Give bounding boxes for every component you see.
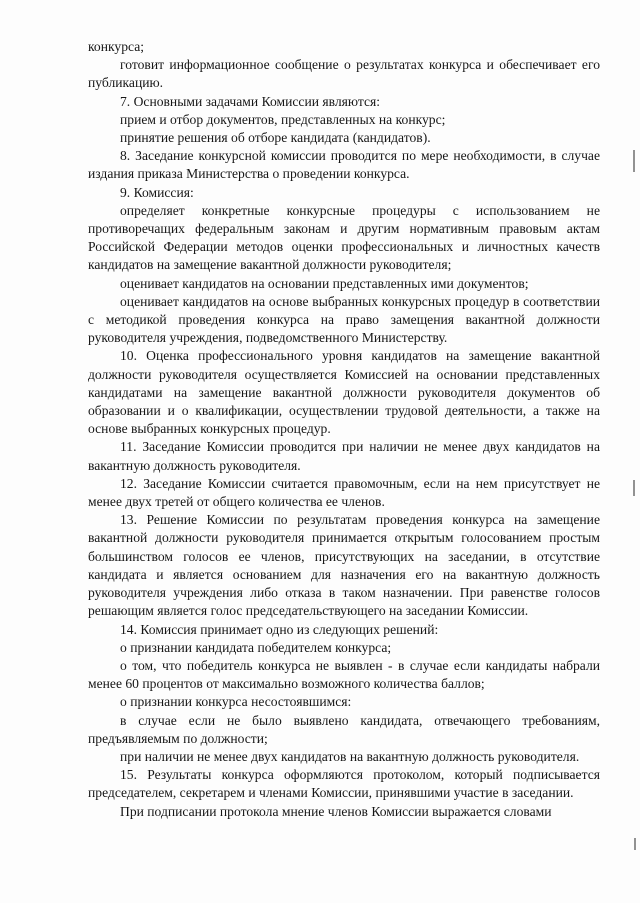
paragraph-item-14-failed-two-candidates: при наличии не менее двух кандидатов на вакантную должность руководителя. — [120, 748, 580, 764]
paragraph-item-14-no-winner: о том, что победитель конкурса не выявлен - в случае если кандидаты набрали менее 60 процентов от максимально возможного количества баллов; — [88, 657, 600, 692]
paragraph-item-14-failed-no-candidate: в случае если не было выявлено кандидата, отвечающего требованиям, предъявляемым по должности; — [88, 712, 600, 746]
paragraph-item-7-task-reception: прием и отбор документов, представленных на конкурс; — [120, 111, 446, 127]
paragraph-item-13: 13. Решение Комиссии по результатам проведения конкурса на замещение вакантной должности руководителя принимается открытым голосованием простым большинством голосов ее членов, присутствующих на заседании, в отсутствие кандидата и является основанием для назначения его на вакантную должность руководителя учреждения либо отказа в таком назначении. При равенстве голосов решающим является голос председательствующего на заседании Комиссии. — [88, 512, 600, 619]
scan-edge-mark — [633, 480, 635, 496]
paragraph-protocol-signing: При подписании протокола мнение членов Комиссии выражается словами — [120, 803, 552, 819]
paragraph-contest-end: конкурса; — [88, 39, 145, 54]
paragraph-item-15: 15. Результаты конкурса оформляются протоколом, который подписывается председателем, секретарем и членами Комиссии, принявшими участие в заседании. — [88, 767, 600, 801]
paragraph-item-9-procedures: определяет конкретные конкурсные процедуры с использованием не противоречащих федеральным законам и другим нормативным правовым актам Российской Федерации методов оценки профессиональных и личностных качеств кандидатов на замещение вакантной должности руководителя; — [88, 202, 600, 273]
paragraph-item-9-heading: 9. Комиссия: — [120, 184, 194, 200]
document-body — [88, 38, 600, 821]
paragraph-item-11: 11. Заседание Комиссии проводится при наличии не менее двух кандидатов на вакантную должность руководителя. — [88, 439, 600, 473]
paragraph-prepares-info-message: готовит информационное сообщение о результатах конкурса и обеспечивает его публикацию. — [88, 57, 600, 91]
paragraph-item-8: 8. Заседание конкурсной комиссии проводится по мере необходимости, в случае издания приказа Министерства о проведении конкурса. — [88, 148, 600, 182]
paragraph-item-14-heading: 14. Комиссия принимает одно из следующих решений: — [120, 621, 439, 637]
scan-edge-mark — [633, 150, 635, 172]
paragraph-item-12: 12. Заседание Комиссии считается правомочным, если на нем присутствует не менее двух третей от общего количества ее членов. — [88, 475, 600, 510]
paragraph-item-14-failed: о признании конкурса несостоявшимся: — [120, 694, 352, 710]
paragraph-item-7-heading: 7. Основными задачами Комиссии являются: — [120, 93, 381, 109]
paragraph-item-10: 10. Оценка профессионального уровня кандидатов на замещение вакантной должности руководителя осуществляется Комиссией на основании представленных кандидатами на замещение вакантной должности руководителя документов об образовании и о квалификации, осуществлении трудовой деятельности, а также на основе выбранных конкурсных процедур. — [88, 348, 600, 437]
scan-edge-mark — [634, 838, 636, 850]
paragraph-item-7-task-decision: принятие решения об отборе кандидата (кандидатов). — [120, 130, 431, 146]
paragraph-item-14-winner: о признании кандидата победителем конкурса; — [120, 639, 392, 655]
paragraph-item-9-evaluates-documents: оценивает кандидатов на основании представленных ими документов; — [120, 275, 529, 291]
paragraph-item-9-evaluates-procedures: оценивает кандидатов на основе выбранных конкурсных процедур в соответствии с методикой проведения конкурса на право замещения вакантной должности руководителя учреждения, подведомственного Министерству. — [88, 293, 600, 346]
